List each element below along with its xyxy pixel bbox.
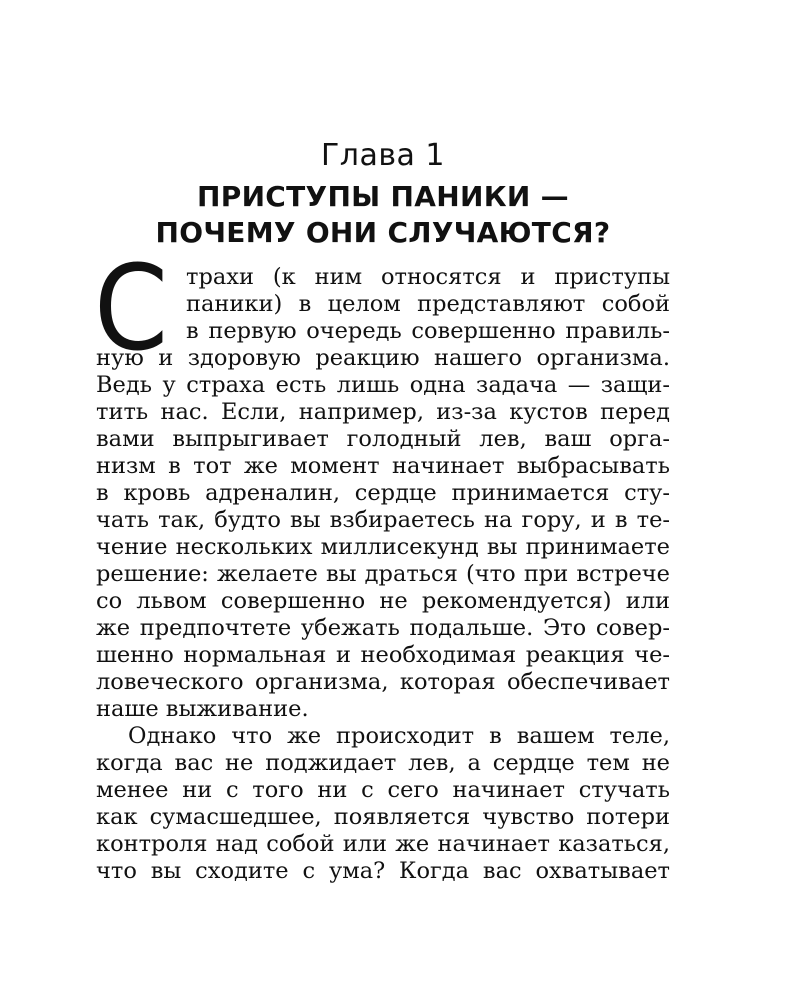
text-line: когда вас не поджидает лев, а сердце тем не (96, 750, 670, 776)
chapter-title-line-1: ПРИСТУПЫ ПАНИКИ — (197, 180, 569, 213)
text-line: низм в тот же момент начинает выбрасывать (96, 453, 670, 479)
drop-cap: С (94, 239, 169, 377)
text-line: Однако что же происходит в вашем теле, (128, 723, 670, 749)
text-line: паники) в целом представляют собой (186, 291, 670, 317)
body-text (96, 264, 670, 885)
text-line: чение нескольких миллисекунд вы принимаете (96, 534, 670, 560)
text-line: в первую очередь совершенно правиль- (186, 318, 670, 344)
text-line: в кровь адреналин, сердце принимается сту- (96, 480, 670, 506)
text-line: тить нас. Если, например, из-за кустов перед (96, 399, 670, 425)
text-line: ловеческого организма, которая обеспечивает (96, 669, 670, 695)
text-line: шенно нормальная и необходимая реакция че- (96, 642, 670, 668)
text-line: Ведь у страха есть лишь одна задача — защи- (96, 372, 670, 398)
text-line: вами выпрыгивает голодный лев, ваш орга- (96, 426, 670, 452)
text-line: со львом совершенно не рекомендуется) или (96, 588, 670, 614)
text-line: что вы сходите с ума? Когда вас охватывает (96, 858, 670, 884)
chapter-title-line-2: ПОЧЕМУ ОНИ СЛУЧАЮТСЯ? (155, 216, 611, 249)
text-line: же предпочтете убежать подальше. Это совер- (96, 615, 670, 641)
text-line: трахи (к ним относятся и приступы (186, 264, 670, 290)
text-line: чать так, будто вы взбираетесь на гору, и в те- (96, 507, 670, 533)
text-line: наше выживание. (96, 696, 309, 722)
chapter-number: Глава 1 (320, 138, 446, 173)
text-line: как сумасшедшее, появляется чувство потери (96, 804, 670, 830)
text-line: решение: желаете вы драться (что при встрече (96, 561, 670, 587)
text-line: контроля над собой или же начинает казаться, (96, 831, 670, 857)
text-line: ную и здоровую реакцию нашего организма. (96, 345, 670, 371)
text-line: менее ни с того ни с сего начинает стучать (96, 777, 670, 803)
